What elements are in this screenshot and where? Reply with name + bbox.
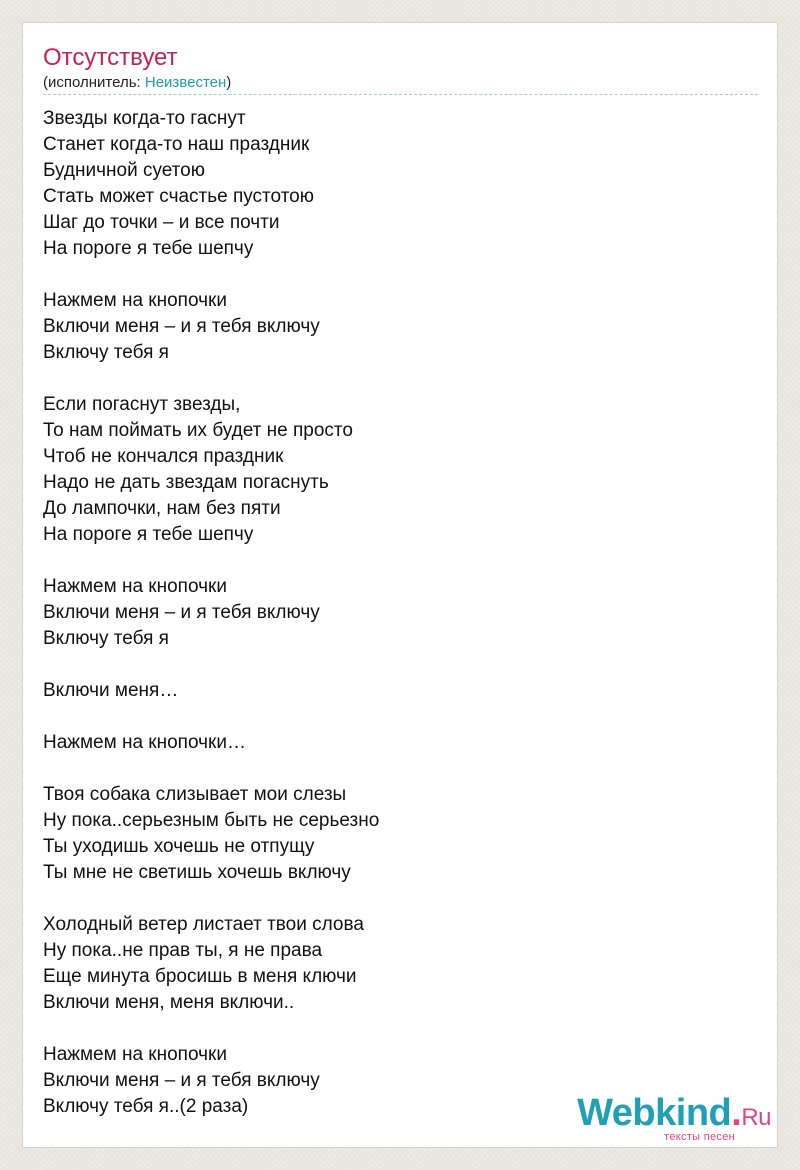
lyric-line: Включи меня – и я тебя включу — [43, 602, 320, 623]
lyric-blank-line — [43, 756, 758, 782]
lyric-line: Будничной суетою — [43, 160, 205, 181]
lyric-blank-line — [43, 262, 758, 288]
lyric-blank-line — [43, 704, 758, 730]
lyric-blank-line — [43, 1016, 758, 1042]
lyrics-card — [22, 22, 778, 1148]
artist-prefix: (исполнитель: — [43, 74, 145, 91]
lyric-blank-line — [43, 366, 758, 392]
lyric-blank-line — [43, 548, 758, 574]
logo-tld: Ru — [741, 1104, 771, 1131]
logo-dot: . — [731, 1092, 742, 1134]
lyric-line: Ну пока..серьезным быть не серьезно — [43, 810, 380, 831]
lyric-line: Надо не дать звездам погаснуть — [43, 472, 329, 493]
lyric-line: Нажмем на кнопочки — [43, 576, 227, 597]
lyric-line: На пороге я тебе шепчу — [43, 524, 254, 545]
lyric-line: На пороге я тебе шепчу — [43, 238, 254, 259]
logo-name: Webkind — [577, 1092, 732, 1134]
lyric-line: Включу тебя я — [43, 342, 169, 363]
lyric-line: Нажмем на кнопочки — [43, 1044, 227, 1065]
lyric-line: Включи меня – и я тебя включу — [43, 1070, 320, 1091]
song-title: Отсутствует — [43, 44, 178, 71]
lyric-line: Включу тебя я — [43, 628, 169, 649]
lyric-line: Звезды когда-то гаснут — [43, 108, 246, 129]
lyric-line: Еще минута бросишь в меня ключи — [43, 966, 357, 987]
site-logo[interactable] — [577, 1093, 771, 1143]
lyric-line: Нажмем на кнопочки… — [43, 732, 246, 753]
lyric-line: Включу тебя я..(2 раза) — [43, 1096, 249, 1117]
lyric-line: Станет когда-то наш праздник — [43, 134, 310, 155]
lyric-blank-line — [43, 886, 758, 912]
lyric-line: Ты мне не светишь хочешь включу — [43, 862, 351, 883]
logo-tagline: тексты песен — [664, 1131, 735, 1143]
lyric-line: Чтоб не кончался праздник — [43, 446, 284, 467]
lyric-blank-line — [43, 652, 758, 678]
lyric-line: Включи меня – и я тебя включу — [43, 316, 320, 337]
lyric-line: Нажмем на кнопочки — [43, 290, 227, 311]
artist-suffix: ) — [226, 74, 232, 91]
lyric-line: Стать может счастье пустотою — [43, 186, 315, 207]
lyric-line: Ты уходишь хочешь не отпущу — [43, 836, 315, 857]
lyric-line: Включи меня, меня включи.. — [43, 992, 295, 1013]
lyric-line: То нам поймать их будет не просто — [43, 420, 353, 441]
artist-link[interactable]: Неизвестен — [144, 74, 227, 91]
lyric-line: Ну пока..не прав ты, я не права — [43, 940, 323, 961]
lyric-line: До лампочки, нам без пяти — [43, 498, 281, 519]
artist-line — [43, 73, 758, 95]
lyric-line: Холодный ветер листает твои слова — [43, 914, 364, 935]
lyric-line: Если погаснут звезды, — [43, 394, 241, 415]
lyrics-text — [43, 106, 758, 1120]
lyric-line: Шаг до точки – и все почти — [43, 212, 280, 233]
lyric-line: Твоя собака слизывает мои слезы — [43, 784, 347, 805]
lyric-line: Включи меня… — [43, 680, 179, 701]
